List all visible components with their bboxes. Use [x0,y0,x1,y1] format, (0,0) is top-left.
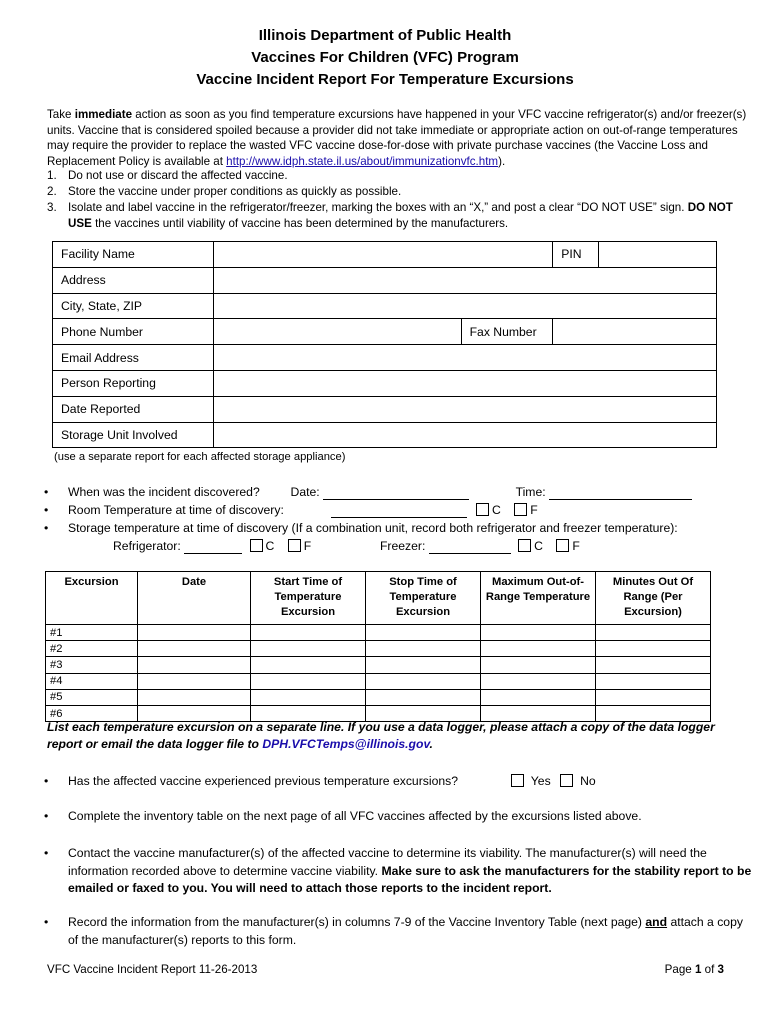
room-temp-row [68,503,538,518]
bullet-icon: • [44,809,49,823]
facility-name-label: Facility Name [53,242,214,268]
table-cell[interactable] [251,625,366,641]
step-text [68,200,747,232]
record-info-instruction [44,914,754,949]
intro-paragraph [47,107,747,169]
step-item [47,200,747,232]
excursion-header: Excursion [46,572,138,625]
contact-text-bold: Make sure to ask the manufacturers for the stability report to be emailed or faxed to you. You will need to attach those reports to the incident report. [68,863,752,895]
table-row [46,625,711,641]
table-cell[interactable] [481,673,596,689]
record-text-tail: attach a copy of the manufacturer(s) reports to this form. [68,915,743,947]
storage-note: (use a separate report for each affected storage appliance) [54,451,346,463]
storage-unit-field[interactable] [214,422,717,448]
yes-checkbox[interactable] [511,774,524,787]
table-cell[interactable] [596,673,711,689]
excursion-number: #5 [46,689,138,705]
step-number: 3. [47,201,57,214]
table-row [53,319,717,345]
logger-note-end: . [429,737,433,751]
refrigerator-label: Refrigerator: [113,539,181,553]
bullet-icon: • [44,521,49,535]
record-text-main: Record the information from the manufacturer(s) in columns 7-9 of the Vaccine Inventory Table (next page) [68,915,646,929]
fahrenheit-label: F [572,539,580,553]
step-bold-warning: DO NOT USE [68,201,733,230]
table-cell[interactable] [481,641,596,657]
intro-immediate: immediate [74,108,133,121]
bullet-icon: • [44,485,49,499]
fax-label: Fax Number [461,319,553,345]
start-time-header: Start Time of Temperature Excursion [251,572,366,625]
table-cell[interactable] [138,689,251,705]
table-cell[interactable] [481,625,596,641]
intro-take: Take [47,108,75,121]
table-cell[interactable] [138,657,251,673]
table-cell[interactable] [251,657,366,673]
table-row [53,267,717,293]
report-title: Vaccine Incident Report For Temperature Excursions [196,71,574,88]
step-text-tail: the vaccines until viability of vaccine has been determined by the manufacturers. [91,217,509,230]
refrigerator-f-checkbox[interactable] [288,539,301,552]
facility-info-table [52,241,717,448]
fax-field[interactable] [553,319,717,345]
contact-text [68,845,754,898]
table-cell[interactable] [366,657,481,673]
date-reported-label: Date Reported [53,396,214,422]
table-cell[interactable] [596,657,711,673]
excursion-number: #6 [46,705,138,721]
table-cell[interactable] [251,641,366,657]
date-header: Date [138,572,251,625]
vfc-temps-email-link[interactable]: DPH.VFCTemps@illinois.gov [262,737,430,751]
no-label: No [580,774,596,788]
table-cell[interactable] [251,673,366,689]
address-label: Address [53,267,214,293]
freezer-f-checkbox[interactable] [556,539,569,552]
address-field[interactable] [214,267,717,293]
bullet-icon: • [44,774,49,788]
table-row [53,370,717,396]
celsius-label: C [534,539,543,553]
discovery-time-field[interactable] [549,485,692,500]
no-checkbox[interactable] [560,774,573,787]
step-text: Do not use or discard the affected vaccine. [68,169,288,182]
max-temp-header: Maximum Out-of-Range Temperature [481,572,596,625]
step-number: 2. [47,185,57,198]
freezer-label: Freezer: [379,539,426,553]
room-temp-label: Room Temperature at time of discovery: [68,503,284,517]
previous-excursion-label: Has the affected vaccine experienced previous temperature excursions? [68,774,458,788]
unit-temp-fields [113,539,580,554]
table-row [53,293,717,319]
page-current: 1 [694,963,702,976]
table-row [53,396,717,422]
room-temp-f-checkbox[interactable] [514,503,527,516]
minutes-out-header: Minutes Out Of Range (Per Excursion) [596,572,711,625]
celsius-label: C [492,503,501,517]
data-logger-note [47,719,747,753]
celsius-label: C [265,539,275,553]
discovery-label: When was the incident discovered? [68,485,260,499]
intro-end: ). [498,154,506,168]
table-row [53,242,717,268]
table-cell[interactable] [138,625,251,641]
step-text-main: Isolate and label vaccine in the refrigerator/freezer, marking the boxes with an “X,” and post a clear “DO NOT USE” sign. [68,201,688,214]
person-reporting-field[interactable] [214,370,717,396]
intro-text: action as soon as you find temperature excursions have happened in your VFC vaccine refrigerator(s) and/or freezer(s) units. Vaccine that is considered spoiled because a provider did not take immediate or appropriate action on out-of-range temperatures may require the provider to replace the wasted VFC vaccine dose-for-dose with private purchase vaccines (the Vaccine Loss and Replacement Policy is available at [47,108,747,168]
excursion-number: #2 [46,641,138,657]
pin-field[interactable] [598,242,716,268]
bullet-icon: • [44,915,49,929]
date-label: Date: [290,485,320,499]
excursion-number: #3 [46,657,138,673]
step-item [47,184,747,200]
table-cell[interactable] [366,689,481,705]
form-version: VFC Vaccine Incident Report 11-26-2013 [47,963,258,976]
previous-excursion-row [68,774,596,788]
record-text [68,914,754,949]
page-prefix: Page [664,963,695,976]
room-temp-field[interactable] [331,503,467,518]
table-row [46,641,711,657]
table-row [46,673,711,689]
page-number [665,963,724,976]
email-field[interactable] [214,345,717,371]
discovery-row [68,485,692,500]
record-and: and [645,915,668,929]
table-cell[interactable] [481,689,596,705]
table-row [53,345,717,371]
table-cell[interactable] [251,689,366,705]
page-of: of [701,963,718,976]
table-cell[interactable] [366,641,481,657]
date-reported-field[interactable] [214,396,717,422]
table-cell[interactable] [138,673,251,689]
inventory-text: Complete the inventory table on the next page of all VFC vaccines affected by the excursions listed above. [68,809,642,823]
time-label: Time: [515,485,546,499]
phone-label: Phone Number [53,319,214,345]
logger-note-text: List each temperature excursion on a separate line. If you use a data logger, please attach a copy of the data logger report or email the data logger file to [47,720,715,751]
discovery-date-field[interactable] [323,485,469,500]
yes-label: Yes [530,774,551,788]
refrigerator-temp-field[interactable] [184,539,242,554]
fahrenheit-label: F [530,503,538,517]
phone-field[interactable] [214,319,461,345]
storage-unit-label: Storage Unit Involved [53,422,214,448]
step-item [47,168,747,184]
contact-manufacturer-instruction [44,845,754,898]
freezer-temp-field[interactable] [429,539,511,554]
bullet-icon: • [44,503,49,517]
email-label: Email Address [53,345,214,371]
steps-list [47,168,747,232]
table-cell[interactable] [481,657,596,673]
stop-time-header: Stop Time of Temperature Excursion [366,572,481,625]
contact-text-main: Contact the vaccine manufacturer(s) of the affected vaccine to determine its viability. The manufacturer(s) will need the information recorded above to determine vaccine viability. [68,846,707,878]
pin-label: PIN [553,242,598,268]
program-title: Vaccines For Children (VFC) Program [251,49,519,66]
excursion-number: #4 [46,673,138,689]
agency-title: Illinois Department of Public Health [258,27,512,44]
table-header-row [46,572,711,625]
step-text: Store the vaccine under proper conditions as quickly as possible. [68,185,402,198]
page-total: 3 [717,963,724,976]
facility-name-field[interactable] [214,242,553,268]
excursion-number: #1 [46,625,138,641]
policy-link[interactable]: http://www.idph.state.il.us/about/immunizationvfc.htm [226,154,499,168]
freezer-c-checkbox[interactable] [518,539,531,552]
table-cell[interactable] [596,641,711,657]
step-number: 1. [47,169,57,182]
table-cell[interactable] [596,625,711,641]
table-row [53,422,717,448]
bullet-icon: • [44,846,49,860]
table-cell[interactable] [596,689,711,705]
excursion-table [45,571,711,722]
refrigerator-c-checkbox[interactable] [250,539,263,552]
table-row [46,689,711,705]
fahrenheit-label: F [303,539,312,553]
table-row [46,657,711,673]
storage-temp-label: Storage temperature at time of discovery (If a combination unit, record both refrigerator and freezer temperature): [68,521,678,535]
city-state-zip-label: City, State, ZIP [53,293,214,319]
table-cell[interactable] [138,641,251,657]
city-state-zip-field[interactable] [214,293,717,319]
table-cell[interactable] [366,625,481,641]
room-temp-c-checkbox[interactable] [476,503,489,516]
person-reporting-label: Person Reporting [53,370,214,396]
table-cell[interactable] [366,673,481,689]
